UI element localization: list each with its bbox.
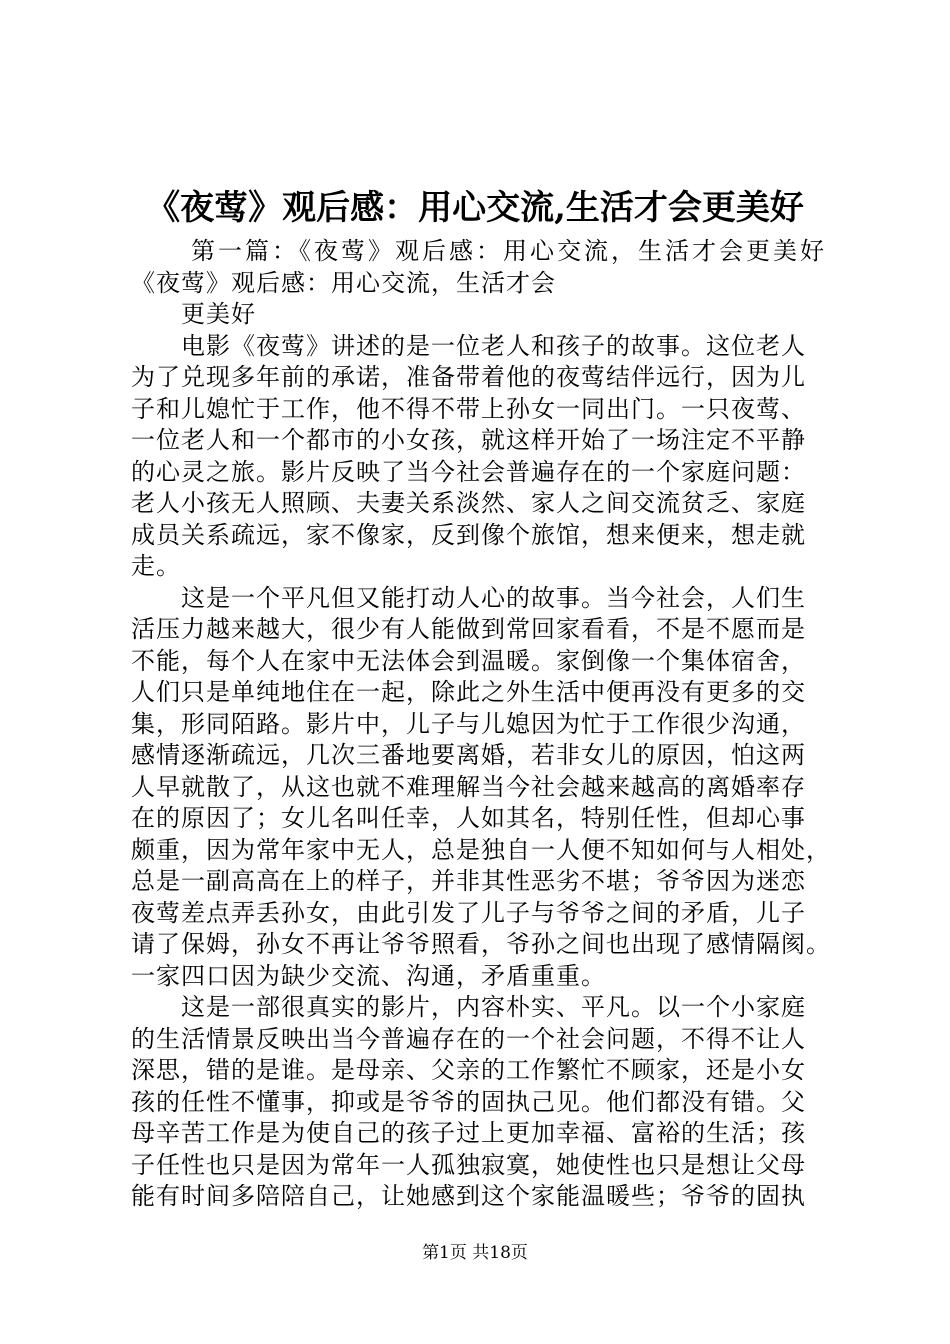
text-line: 不能，每个人在家中无法体会到温暖。家倒像一个集体宿舍， [131, 646, 806, 675]
text-line: 一位老人和一个都市的小女孩，就这样开始了一场注定不平静 [131, 426, 806, 454]
text-line: 这是一个平凡但又能打动人心的故事。当今社会，人们生 [181, 583, 806, 612]
text-line: 总是一副高高在上的样子，并非其性恶劣不堪；爷爷因为迷恋 [131, 867, 806, 895]
text-line: 在的原因了；女儿名叫任幸，人如其名，特别任性，但却心事 [131, 804, 806, 832]
document-title: 《夜莺》观后感：用心交流,生活才会更美好 [146, 188, 804, 228]
text-line: 成员关系疏远，家不像家，反到像个旅馆，想来便来，想走就 [131, 520, 806, 549]
text-line: 更美好 [181, 300, 256, 328]
text-line: 请了保姆，孙女不再让爷爷照看，爷孙之间也出现了感情隔阂。 [131, 930, 831, 958]
text-line: 为了兑现多年前的承诺，准备带着他的夜莺结伴远行，因为儿 [131, 363, 806, 391]
page-footer: 第1页 共18页 [422, 1243, 528, 1263]
text-line: 人们只是单纯地住在一起，除此之外生活中便再没有更多的交 [131, 678, 806, 706]
text-line: 活压力越来越大，很少有人能做到常回家看看，不是不愿而是 [131, 615, 806, 643]
text-line: 这是一部很真实的影片，内容朴实、平凡。以一个小家庭 [181, 993, 806, 1021]
text-line: 子和儿媳忙于工作，他不得不带上孙女一同出门。一只夜莺、 [131, 394, 806, 423]
document-body [131, 236, 856, 1213]
text-line: 电影《夜莺》讲述的是一位老人和孩子的故事。这位老人 [181, 331, 806, 360]
text-line: 老人小孩无人照顾、夫妻关系淡然、家人之间交流贫乏、家庭 [131, 489, 806, 517]
text-line: 《夜莺》观后感：用心交流，生活才会 [131, 268, 556, 297]
text-line: 走。 [131, 552, 181, 580]
text-line: 母辛苦工作是为使自己的孩子过上更加幸福、富裕的生活；孩 [131, 1119, 806, 1147]
text-line: 感情逐渐疏远，几次三番地要离婚，若非女儿的原因，怕这两 [131, 741, 806, 769]
text-line: 一家四口因为缺少交流、沟通，矛盾重重。 [131, 961, 606, 990]
text-line: 的心灵之旅。影片反映了当今社会普遍存在的一个家庭问题： [131, 457, 806, 486]
text-line: 颇重，因为常年家中无人，总是独自一人便不知如何与人相处， [131, 835, 831, 864]
text-line: 能有时间多陪陪自己，让她感到这个家能温暖些；爷爷的固执 [131, 1182, 806, 1210]
text-line: 第一篇：《夜莺》观后感：用心交流，生活才会更美好 [191, 237, 827, 265]
text-line: 人早就散了，从这也就不难理解当今社会越来越高的离婚率存 [131, 772, 806, 801]
text-line: 的生活情景反映出当今普遍存在的一个社会问题，不得不让人 [131, 1024, 806, 1053]
text-line: 孩的任性不懂事，抑或是爷爷的固执己见。他们都没有错。父 [131, 1087, 806, 1116]
text-line: 夜莺差点弄丢孙女，由此引发了儿子与爷爷之间的矛盾，儿子 [131, 898, 806, 927]
text-line: 深思，错的是谁。是母亲、父亲的工作繁忙不顾家，还是小女 [131, 1056, 806, 1084]
text-line: 集，形同陌路。影片中，儿子与儿媳因为忙于工作很少沟通， [131, 709, 806, 738]
text-line: 子任性也只是因为常年一人孤独寂寞，她使性也只是想让父母 [131, 1150, 806, 1179]
